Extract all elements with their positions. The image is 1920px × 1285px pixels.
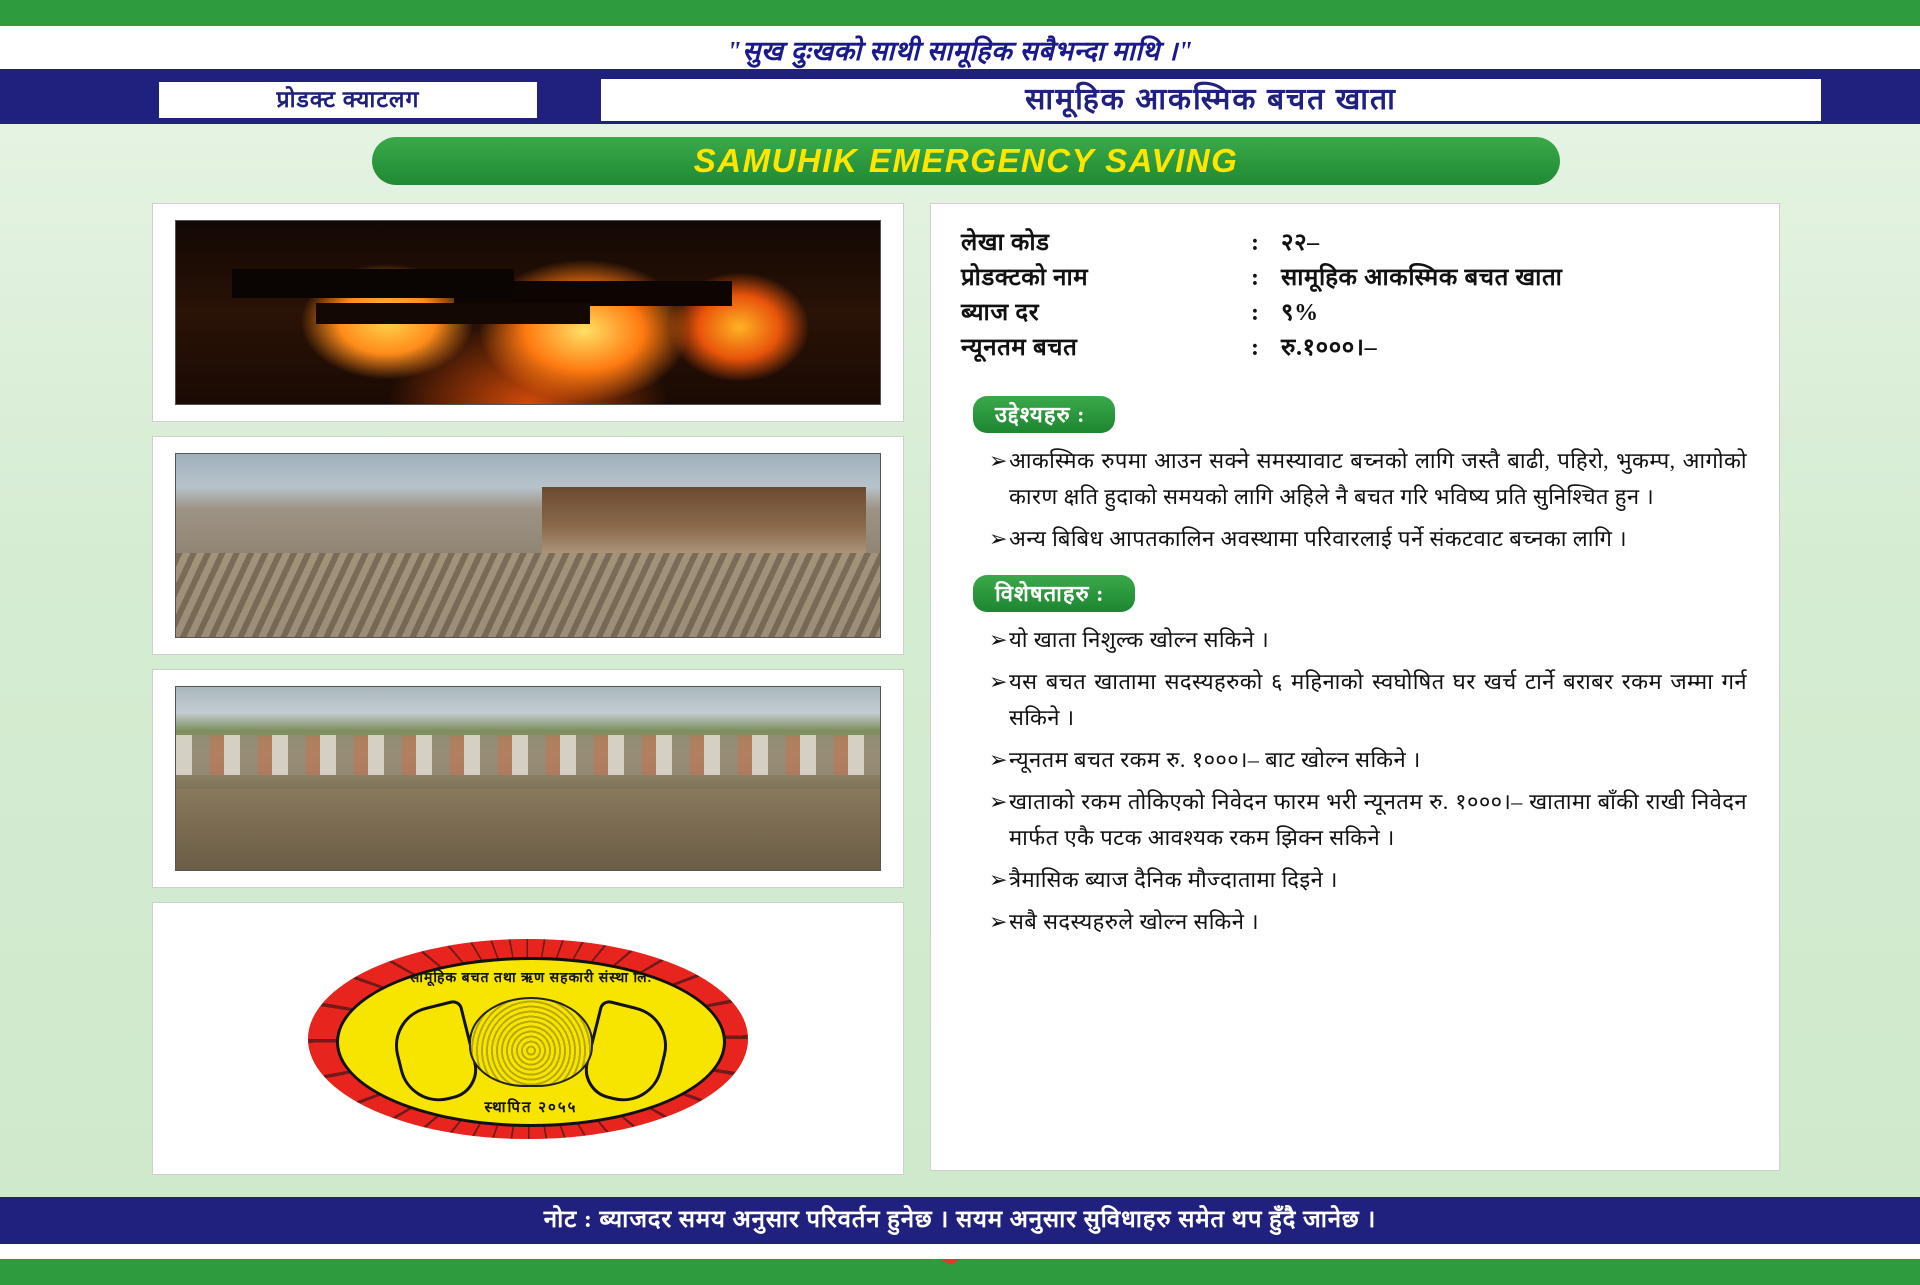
- features-heading-label: विशेषताहरु :: [995, 581, 1105, 606]
- stripe-green-right: [920, 0, 1920, 26]
- list-item: [961, 664, 1753, 736]
- info-value: ९%: [1281, 300, 1319, 326]
- logo-bottom-text: स्थापित २०५५: [484, 1099, 578, 1116]
- list-item: [961, 443, 1753, 515]
- logo-card: [152, 902, 904, 1175]
- footer-note-text: नोट : ब्याजदर समय अनुसार परिवर्तन हुनेछ । सयम अनुसार सुविधाहरु समेत थप हुँदै जानेछ ।: [543, 1207, 1377, 1233]
- info-label: लेखा कोड: [961, 230, 1050, 256]
- info-value: २२–: [1281, 230, 1320, 256]
- photo-card-flood: [152, 669, 904, 888]
- list-item-text: न्यूनतम बचत रकम रु. १०००।– बाट खोल्न सकिने ।: [1009, 747, 1421, 772]
- bottom-stripe-green-right: [920, 1259, 1920, 1285]
- product-title-box: [600, 78, 1822, 122]
- logo-top-text: सामूहिक बचत तथा ऋण सहकारी संस्था लि.: [409, 970, 653, 986]
- list-item-text: सबै सदस्यहरुले खोल्न सकिने ।: [1009, 909, 1259, 934]
- bullet-arrow-icon: ➢: [989, 448, 1008, 473]
- bullet-arrow-icon: ➢: [989, 909, 1008, 934]
- bullet-arrow-icon: ➢: [989, 747, 1008, 772]
- logo-right-hand-icon: [579, 998, 676, 1110]
- info-colon: :: [1251, 230, 1260, 256]
- bottom-stripe-green-left: [0, 1259, 990, 1285]
- bullet-arrow-icon: ➢: [989, 669, 1008, 694]
- english-banner: [372, 137, 1560, 185]
- logo-left-hand-icon: [387, 998, 484, 1110]
- bottom-white-gap: [0, 1244, 1920, 1259]
- catalog-tag-label: प्रोडक्ट क्याटलग: [276, 87, 420, 112]
- info-row: [961, 331, 1753, 366]
- list-item-text: खाताको रकम तोकिएको निवेदन फारम भरी न्यूनतम रु. १०००।– खातामा बाँकी राखी निवेदन मार्फत एकै पटक आवश्यक रकम झिक्न सकिने ।: [1009, 789, 1747, 850]
- info-colon: :: [1251, 300, 1260, 326]
- bullet-arrow-icon: ➢: [989, 526, 1008, 551]
- features-list: [961, 622, 1753, 940]
- photo-card-fire: [152, 203, 904, 422]
- objectives-list: [961, 443, 1753, 557]
- info-label: प्रोडक्टको नाम: [961, 265, 1089, 291]
- fire-disaster-photo: [175, 220, 881, 405]
- top-white-gap: [0, 26, 1920, 33]
- bullet-arrow-icon: ➢: [989, 789, 1008, 814]
- objectives-heading-label: उद्देश्यहरु :: [995, 402, 1086, 427]
- features-heading: [973, 575, 1135, 612]
- info-row: [961, 296, 1753, 331]
- info-colon: :: [1251, 265, 1260, 291]
- list-item-text: त्रैमासिक ब्याज दैनिक मौज्दातामा दिइने ।: [1009, 867, 1338, 892]
- list-item-text: अन्य बिबिध आपतकालिन अवस्थामा परिवारलाई पर्ने संकटवाट बच्नका लागि ।: [1009, 526, 1627, 551]
- slogan-band: [0, 33, 1920, 69]
- earthquake-rubble-photo: [175, 453, 881, 638]
- image-column: [152, 203, 904, 1175]
- english-banner-label: SAMUHIK EMERGENCY SAVING: [693, 142, 1239, 179]
- list-item-text: आकस्मिक रुपमा आउन सक्ने समस्यावाट बच्नको लागि जस्तै बाढी, पहिरो, भुकम्प, आगोको कारण क्षति हुदाको समयको लागि अहिले नै बचत गरि भविष्य प्रति सुनिश्चित हुन ।: [1009, 448, 1747, 509]
- details-panel: [930, 203, 1780, 1171]
- slogan-text: "सुख दुःखको साथी सामूहिक सबैभन्दा माथि ।": [726, 36, 1194, 66]
- info-row: [961, 261, 1753, 296]
- bullet-arrow-icon: ➢: [989, 627, 1008, 652]
- catalog-tag: [158, 81, 538, 119]
- objectives-heading: [973, 396, 1115, 433]
- product-info-list: [961, 226, 1753, 366]
- list-item: [961, 742, 1753, 778]
- top-decorative-stripe: [0, 0, 1920, 26]
- bottom-decorative-stripe: [0, 1259, 1920, 1285]
- logo-inner-disc: [336, 957, 726, 1127]
- list-item: [961, 904, 1753, 940]
- cooperative-logo: [308, 939, 748, 1139]
- list-item-text: यस बचत खातामा सदस्यहरुको ६ महिनाको स्वघोषित घर खर्च टार्ने बराबर रकम जम्मा गर्न सकिने ।: [1009, 669, 1747, 730]
- list-item: [961, 521, 1753, 557]
- footer-note-band: [0, 1197, 1920, 1244]
- info-label: ब्याज दर: [961, 300, 1040, 326]
- info-colon: :: [1251, 335, 1260, 361]
- logo-grain-basket-icon: [469, 997, 593, 1087]
- info-value: रु.१०००।–: [1281, 335, 1378, 361]
- flood-disaster-photo: [175, 686, 881, 871]
- info-row: [961, 226, 1753, 261]
- stripe-green-left: [0, 0, 1010, 26]
- product-title-label: सामूहिक आकस्मिक बचत खाता: [1025, 83, 1397, 116]
- list-item: [961, 862, 1753, 898]
- info-label: न्यूनतम बचत: [961, 335, 1078, 361]
- list-item-text: यो खाता निशुल्क खोल्न सकिने ।: [1009, 627, 1270, 652]
- info-value: सामूहिक आकस्मिक बचत खाता: [1281, 265, 1563, 291]
- bullet-arrow-icon: ➢: [989, 867, 1008, 892]
- list-item: [961, 622, 1753, 658]
- list-item: [961, 784, 1753, 856]
- photo-card-rubble: [152, 436, 904, 655]
